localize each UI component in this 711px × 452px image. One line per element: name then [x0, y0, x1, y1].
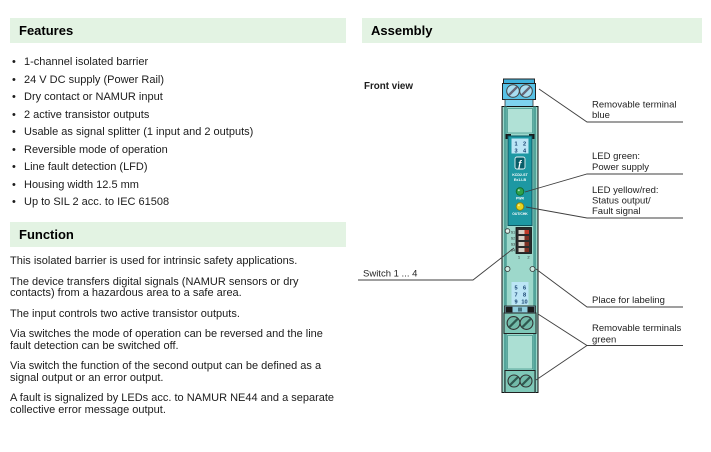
feature-item: • 24 V DC supply (Power Rail) — [10, 72, 346, 90]
pepperl-fuchs-logo-icon — [515, 157, 525, 169]
svg-text:7: 7 — [514, 292, 518, 299]
device-model-line1: KCD2-ST — [512, 173, 528, 177]
terminal-number-plate-top — [512, 139, 529, 155]
function-paragraph: A fault is signalized by LEDs acc. to NAMUR NE44 and a separate collective error message output. — [10, 392, 335, 416]
svg-text:ƒ: ƒ — [517, 158, 523, 169]
svg-text:9: 9 — [514, 299, 518, 306]
svg-text:2: 2 — [522, 141, 527, 148]
svg-text:Switch 1 ... 4: Switch 1 ... 4 — [363, 268, 418, 280]
assembly-diagram — [355, 50, 711, 452]
lower-face — [508, 336, 533, 370]
svg-text:Removable terminals: Removable terminals — [592, 323, 682, 334]
svg-text:S1: S1 — [510, 230, 515, 235]
feature-item: • Up to SIL 2 acc. to IEC 61508 — [10, 194, 346, 212]
right-rail — [533, 107, 536, 393]
callout-led-yellow — [526, 185, 683, 218]
svg-text:10: 10 — [521, 299, 528, 306]
upper-face — [508, 109, 533, 134]
svg-text:2: 2 — [527, 254, 530, 260]
svg-text:Status output/: Status output/ — [592, 195, 651, 207]
features-list — [10, 54, 346, 212]
svg-text:S3: S3 — [510, 242, 515, 247]
svg-text:S2: S2 — [510, 236, 515, 241]
feature-item: • 2 active transistor outputs — [10, 107, 346, 125]
callout-switches — [358, 248, 514, 280]
function-paragraph: Via switches the mode of operation can be reversed and the line fault detection can be switched off. — [10, 328, 323, 352]
svg-text:4: 4 — [522, 148, 527, 155]
top-terminal-blue — [503, 79, 536, 107]
assembly-section-header: Assembly — [362, 18, 702, 43]
function-paragraph: The input controls two active transistor outputs. — [10, 307, 240, 320]
svg-text:8: 8 — [522, 292, 527, 299]
svg-text:LED yellow/red:: LED yellow/red: — [592, 185, 659, 196]
feature-item: • Housing width 12.5 mm — [10, 177, 346, 195]
svg-text:1: 1 — [517, 254, 521, 260]
terminal-green-lower — [505, 371, 535, 393]
terminal-clamp-row — [505, 306, 536, 313]
svg-text:1: 1 — [514, 141, 518, 148]
function-section — [10, 222, 346, 425]
screw-icon — [520, 375, 532, 387]
svg-text:6: 6 — [522, 285, 527, 292]
screw-icon — [507, 85, 520, 98]
svg-text:LED green:: LED green: — [592, 151, 641, 162]
svg-text:green: green — [592, 334, 617, 346]
function-paragraph: This isolated barrier is used for intrinsic safety applications. — [10, 255, 298, 267]
left-rail — [504, 107, 507, 393]
svg-text:5: 5 — [514, 285, 518, 292]
status-led-yellow — [516, 203, 524, 211]
svg-text:Power supply: Power supply — [592, 162, 650, 173]
labeling-hole — [505, 267, 510, 272]
status-led-label: OUT/CHK — [512, 211, 528, 216]
left-column — [10, 18, 346, 416]
function-paragraph: The device transfers digital signals (NAMUR sensors or dry contacts) from a hazardous area to a safe area. — [10, 275, 299, 299]
function-paragraph: Via switch the function of the second output can be defined as a signal output or an error output. — [10, 360, 322, 384]
front-view-label: Front view — [364, 81, 413, 92]
screw-icon — [520, 85, 533, 98]
feature-item: • Dry contact or NAMUR input — [10, 89, 346, 107]
svg-text:3: 3 — [514, 148, 518, 155]
screw-icon — [507, 317, 520, 330]
svg-text:Place for labeling: Place for labeling — [592, 295, 665, 306]
device-model-line2: Ex1.LB — [513, 177, 527, 182]
power-led-green — [516, 188, 524, 196]
function-text — [10, 256, 346, 416]
function-section-header: Function — [10, 222, 346, 247]
terminal-green-upper — [504, 313, 536, 334]
svg-text:Fault signal: Fault signal — [592, 206, 641, 217]
feature-item: • Usable as signal splitter (1 input and 2 outputs) — [10, 124, 346, 142]
labeling-hole — [530, 267, 535, 272]
panel-hole — [505, 229, 510, 234]
callout-terminals-green — [536, 314, 683, 380]
feature-item: • 1-channel isolated barrier — [10, 54, 346, 72]
screw-icon — [508, 375, 520, 387]
feature-item: • Line fault detection (LFD) — [10, 159, 346, 177]
svg-text:S4: S4 — [510, 248, 515, 253]
power-led-label: PWR — [516, 196, 524, 201]
callout-terminal-blue — [539, 89, 683, 122]
device-front-view — [502, 79, 538, 393]
svg-text:blue: blue — [592, 110, 610, 121]
feature-item: • Reversible mode of operation — [10, 142, 346, 160]
svg-text:Removable terminal: Removable terminal — [592, 99, 677, 111]
features-section-header: Features — [10, 18, 346, 43]
callout-labeling — [536, 269, 683, 307]
screw-icon — [520, 317, 533, 330]
terminal-number-plate-bottom — [512, 282, 529, 306]
